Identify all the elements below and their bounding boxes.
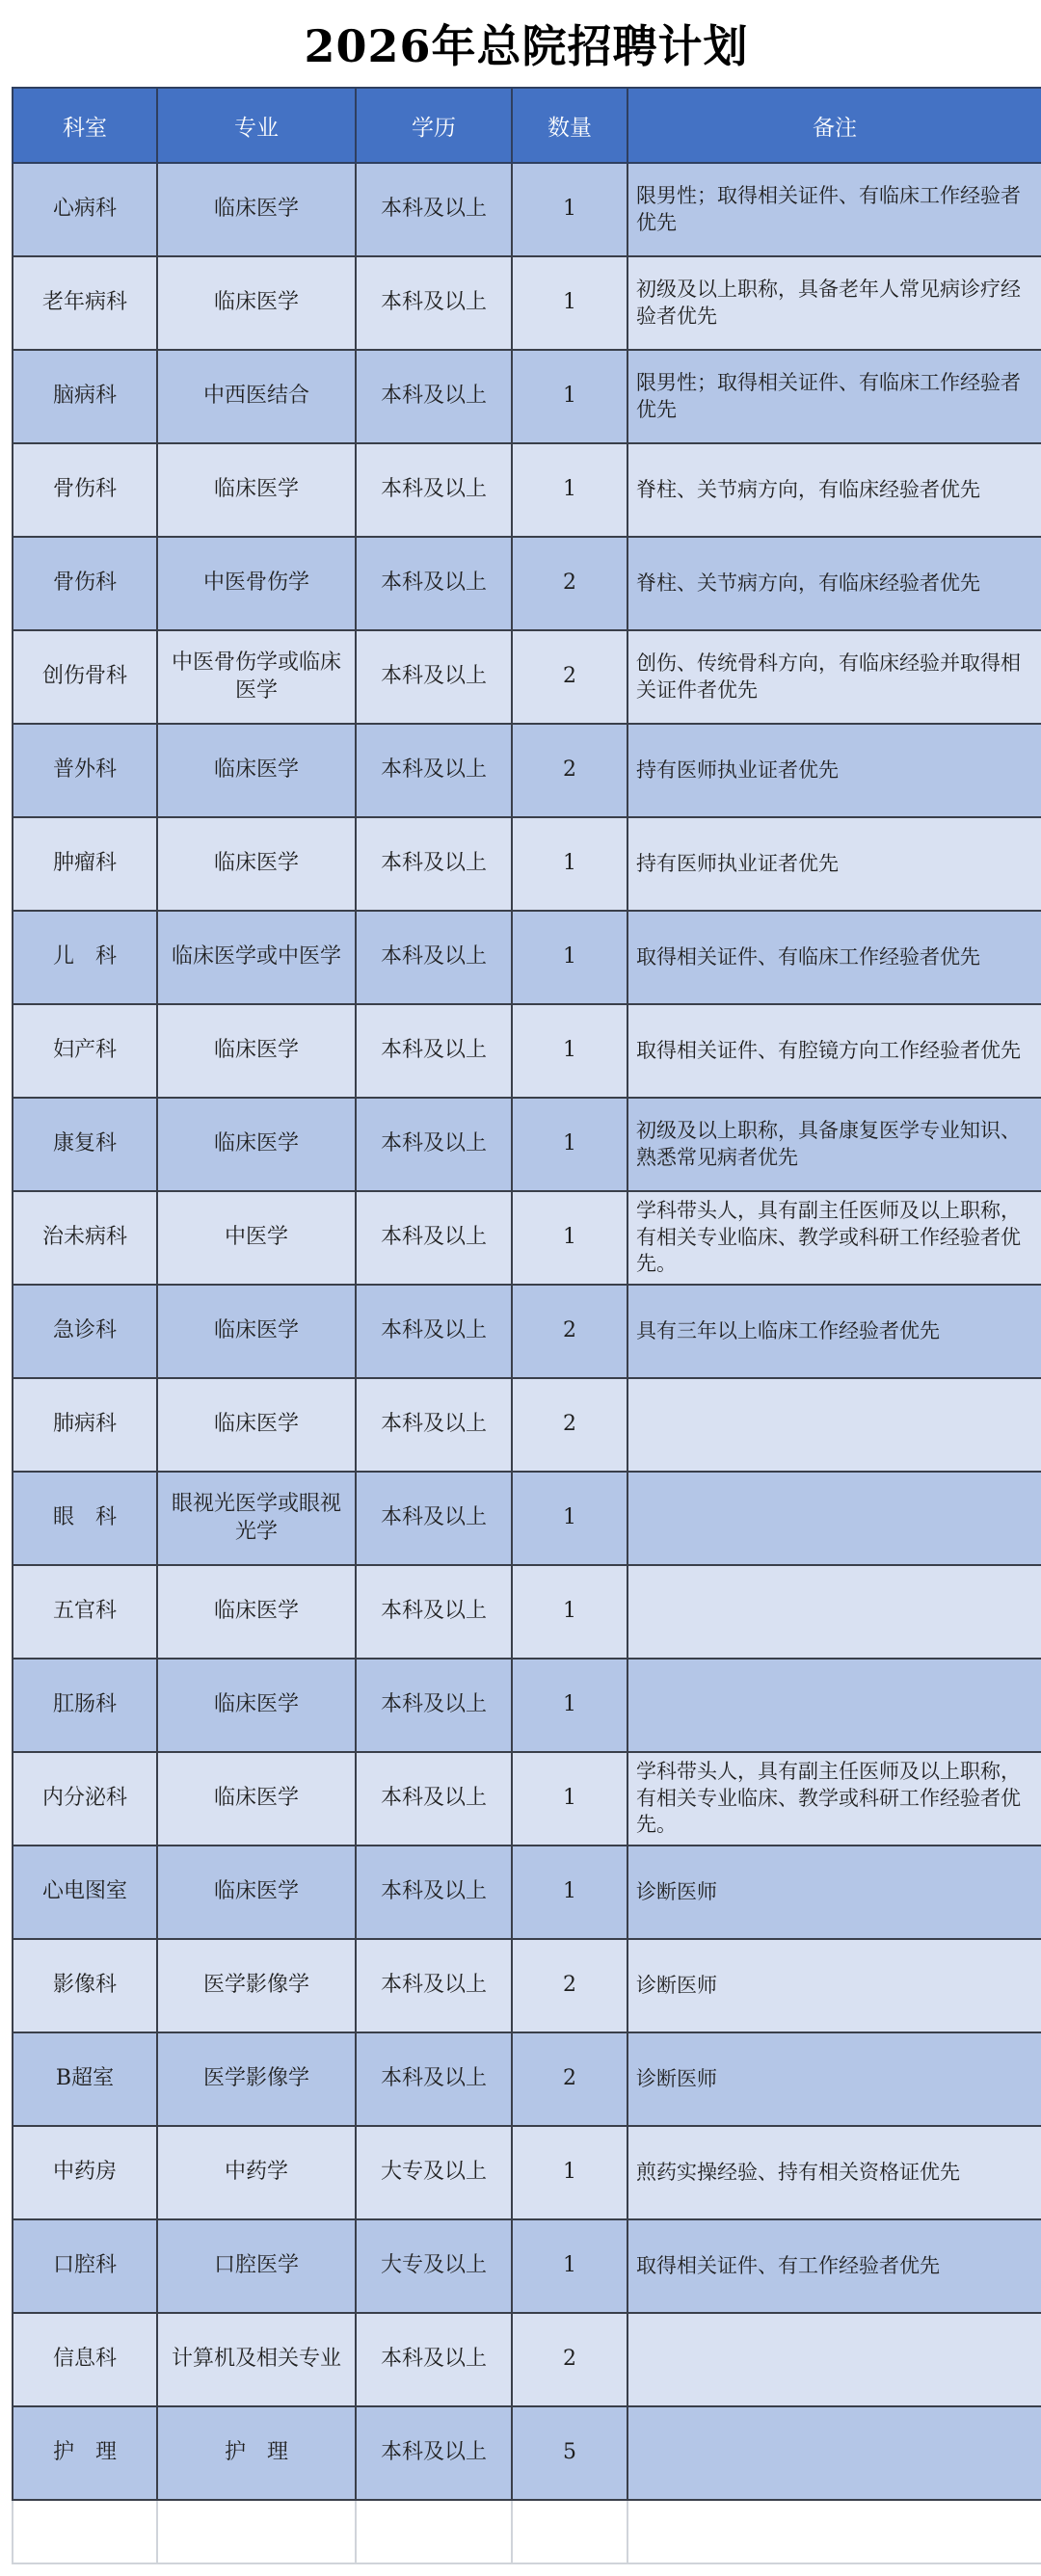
cell-education: 大专及以上	[356, 2126, 512, 2219]
cell-major: 临床医学	[157, 817, 356, 911]
cell-dept: 普外科	[13, 724, 157, 817]
cell-dept: 内分泌科	[13, 1752, 157, 1846]
table-row	[13, 1565, 1041, 1659]
cell-note	[627, 2313, 1041, 2406]
table-row	[13, 350, 1041, 443]
header-dept: 科室	[13, 88, 157, 163]
cell-count: 1	[512, 163, 627, 256]
cell-count: 1	[512, 911, 627, 1004]
blank-cell	[512, 2500, 627, 2563]
table-row	[13, 1378, 1041, 1472]
cell-education: 本科及以上	[356, 1659, 512, 1752]
cell-dept: 治未病科	[13, 1191, 157, 1285]
table-row	[13, 911, 1041, 1004]
table-row	[13, 1004, 1041, 1098]
header-count: 数量	[512, 88, 627, 163]
table-row	[13, 724, 1041, 817]
blank-row	[13, 2500, 1041, 2563]
cell-count: 1	[512, 1846, 627, 1939]
table-row	[13, 163, 1041, 256]
cell-major: 眼视光医学或眼视光学	[157, 1472, 356, 1565]
cell-note: 学科带头人，具有副主任医师及以上职称，有相关专业临床、教学或科研工作经验者优先。	[627, 1191, 1041, 1285]
cell-education: 本科及以上	[356, 1285, 512, 1378]
cell-dept: 中药房	[13, 2126, 157, 2219]
cell-dept: 护 理	[13, 2406, 157, 2500]
cell-note: 初级及以上职称，具备老年人常见病诊疗经验者优先	[627, 256, 1041, 350]
cell-count: 1	[512, 1659, 627, 1752]
cell-education: 大专及以上	[356, 2219, 512, 2313]
cell-major: 临床医学	[157, 1378, 356, 1472]
cell-dept: 五官科	[13, 1565, 157, 1659]
cell-note: 取得相关证件、有腔镜方向工作经验者优先	[627, 1004, 1041, 1098]
cell-dept: 眼 科	[13, 1472, 157, 1565]
table-row	[13, 537, 1041, 630]
cell-dept: 影像科	[13, 1939, 157, 2032]
table-row	[13, 2219, 1041, 2313]
cell-count: 1	[512, 256, 627, 350]
table-row	[13, 1939, 1041, 2032]
cell-education: 本科及以上	[356, 1939, 512, 2032]
cell-dept: 信息科	[13, 2313, 157, 2406]
table-row	[13, 2126, 1041, 2219]
cell-note: 持有医师执业证者优先	[627, 724, 1041, 817]
blank-cell	[13, 2500, 157, 2563]
cell-note: 脊柱、关节病方向，有临床经验者优先	[627, 443, 1041, 537]
cell-count: 1	[512, 1098, 627, 1191]
table-row	[13, 256, 1041, 350]
table-row	[13, 1098, 1041, 1191]
cell-count: 2	[512, 537, 627, 630]
cell-count: 2	[512, 724, 627, 817]
cell-major: 临床医学	[157, 1565, 356, 1659]
cell-education: 本科及以上	[356, 817, 512, 911]
cell-dept: 创伤骨科	[13, 630, 157, 724]
cell-count: 5	[512, 2406, 627, 2500]
cell-education: 本科及以上	[356, 1004, 512, 1098]
cell-dept: 儿 科	[13, 911, 157, 1004]
cell-note	[627, 1565, 1041, 1659]
cell-count: 1	[512, 1004, 627, 1098]
cell-education: 本科及以上	[356, 256, 512, 350]
cell-education: 本科及以上	[356, 1752, 512, 1846]
cell-dept: 脑病科	[13, 350, 157, 443]
cell-major: 临床医学	[157, 1846, 356, 1939]
cell-count: 1	[512, 1752, 627, 1846]
cell-dept: 老年病科	[13, 256, 157, 350]
table-row	[13, 1659, 1041, 1752]
cell-education: 本科及以上	[356, 163, 512, 256]
cell-note	[627, 1472, 1041, 1565]
cell-education: 本科及以上	[356, 1846, 512, 1939]
cell-note: 限男性；取得相关证件、有临床工作经验者优先	[627, 350, 1041, 443]
cell-note: 限男性；取得相关证件、有临床工作经验者优先	[627, 163, 1041, 256]
cell-education: 本科及以上	[356, 443, 512, 537]
cell-education: 本科及以上	[356, 2032, 512, 2126]
cell-dept: 骨伤科	[13, 443, 157, 537]
table-row	[13, 2313, 1041, 2406]
cell-major: 口腔医学	[157, 2219, 356, 2313]
table-row	[13, 1472, 1041, 1565]
cell-note: 诊断医师	[627, 1846, 1041, 1939]
cell-dept: 肛肠科	[13, 1659, 157, 1752]
cell-count: 2	[512, 1939, 627, 2032]
cell-major: 中医骨伤学或临床医学	[157, 630, 356, 724]
cell-major: 中医学	[157, 1191, 356, 1285]
cell-education: 本科及以上	[356, 724, 512, 817]
cell-major: 临床医学	[157, 443, 356, 537]
cell-note	[627, 1659, 1041, 1752]
cell-count: 2	[512, 2032, 627, 2126]
cell-major: 护 理	[157, 2406, 356, 2500]
cell-note: 初级及以上职称，具备康复医学专业知识、熟悉常见病者优先	[627, 1098, 1041, 1191]
cell-education: 本科及以上	[356, 1565, 512, 1659]
header-note: 备注	[627, 88, 1041, 163]
cell-major: 临床医学	[157, 1098, 356, 1191]
cell-dept: B超室	[13, 2032, 157, 2126]
cell-count: 1	[512, 1191, 627, 1285]
cell-education: 本科及以上	[356, 2406, 512, 2500]
header-major: 专业	[157, 88, 356, 163]
table-header-row	[13, 88, 1041, 163]
cell-count: 1	[512, 350, 627, 443]
cell-major: 临床医学	[157, 1659, 356, 1752]
header-education: 学历	[356, 88, 512, 163]
table-row	[13, 1752, 1041, 1846]
cell-major: 临床医学	[157, 1285, 356, 1378]
cell-count: 1	[512, 817, 627, 911]
cell-education: 本科及以上	[356, 1378, 512, 1472]
cell-major: 临床医学或中医学	[157, 911, 356, 1004]
cell-note	[627, 1378, 1041, 1472]
table-body	[13, 163, 1041, 2563]
cell-count: 1	[512, 2126, 627, 2219]
cell-dept: 妇产科	[13, 1004, 157, 1098]
table-row	[13, 2032, 1041, 2126]
cell-note: 煎药实操经验、持有相关资格证优先	[627, 2126, 1041, 2219]
cell-major: 临床医学	[157, 256, 356, 350]
cell-dept: 心电图室	[13, 1846, 157, 1939]
table-row	[13, 1846, 1041, 1939]
cell-education: 本科及以上	[356, 537, 512, 630]
cell-major: 中西医结合	[157, 350, 356, 443]
table-row	[13, 1191, 1041, 1285]
cell-note: 创伤、传统骨科方向，有临床经验并取得相关证件者优先	[627, 630, 1041, 724]
cell-education: 本科及以上	[356, 350, 512, 443]
table-row	[13, 2406, 1041, 2500]
cell-major: 临床医学	[157, 1752, 356, 1846]
cell-education: 本科及以上	[356, 630, 512, 724]
blank-cell	[356, 2500, 512, 2563]
cell-count: 1	[512, 1472, 627, 1565]
cell-count: 2	[512, 1285, 627, 1378]
cell-note: 诊断医师	[627, 2032, 1041, 2126]
cell-dept: 肺病科	[13, 1378, 157, 1472]
cell-note: 取得相关证件、有工作经验者优先	[627, 2219, 1041, 2313]
table-row	[13, 1285, 1041, 1378]
cell-major: 临床医学	[157, 724, 356, 817]
cell-dept: 骨伤科	[13, 537, 157, 630]
cell-count: 1	[512, 443, 627, 537]
cell-dept: 肿瘤科	[13, 817, 157, 911]
cell-major: 计算机及相关专业	[157, 2313, 356, 2406]
cell-major: 中药学	[157, 2126, 356, 2219]
cell-education: 本科及以上	[356, 1191, 512, 1285]
cell-dept: 急诊科	[13, 1285, 157, 1378]
cell-count: 2	[512, 2313, 627, 2406]
cell-dept: 康复科	[13, 1098, 157, 1191]
cell-note: 取得相关证件、有临床工作经验者优先	[627, 911, 1041, 1004]
cell-major: 医学影像学	[157, 2032, 356, 2126]
cell-count: 2	[512, 630, 627, 724]
cell-education: 本科及以上	[356, 1472, 512, 1565]
recruitment-table	[12, 87, 1041, 2564]
cell-major: 临床医学	[157, 163, 356, 256]
cell-note: 学科带头人，具有副主任医师及以上职称，有相关专业临床、教学或科研工作经验者优先。	[627, 1752, 1041, 1846]
page-title: 2026年总院招聘计划	[304, 20, 749, 72]
cell-major: 临床医学	[157, 1004, 356, 1098]
cell-count: 1	[512, 2219, 627, 2313]
cell-dept: 口腔科	[13, 2219, 157, 2313]
cell-count: 1	[512, 1565, 627, 1659]
cell-note	[627, 2406, 1041, 2500]
blank-cell	[627, 2500, 1041, 2563]
cell-education: 本科及以上	[356, 911, 512, 1004]
cell-dept: 心病科	[13, 163, 157, 256]
blank-cell	[157, 2500, 356, 2563]
table-row	[13, 443, 1041, 537]
cell-education: 本科及以上	[356, 1098, 512, 1191]
cell-major: 中医骨伤学	[157, 537, 356, 630]
table-row	[13, 630, 1041, 724]
cell-note: 持有医师执业证者优先	[627, 817, 1041, 911]
recruitment-sheet	[12, 0, 1041, 2564]
cell-count: 2	[512, 1378, 627, 1472]
cell-note: 具有三年以上临床工作经验者优先	[627, 1285, 1041, 1378]
cell-education: 本科及以上	[356, 2313, 512, 2406]
table-row	[13, 817, 1041, 911]
cell-note: 诊断医师	[627, 1939, 1041, 2032]
cell-major: 医学影像学	[157, 1939, 356, 2032]
cell-note: 脊柱、关节病方向，有临床经验者优先	[627, 537, 1041, 630]
